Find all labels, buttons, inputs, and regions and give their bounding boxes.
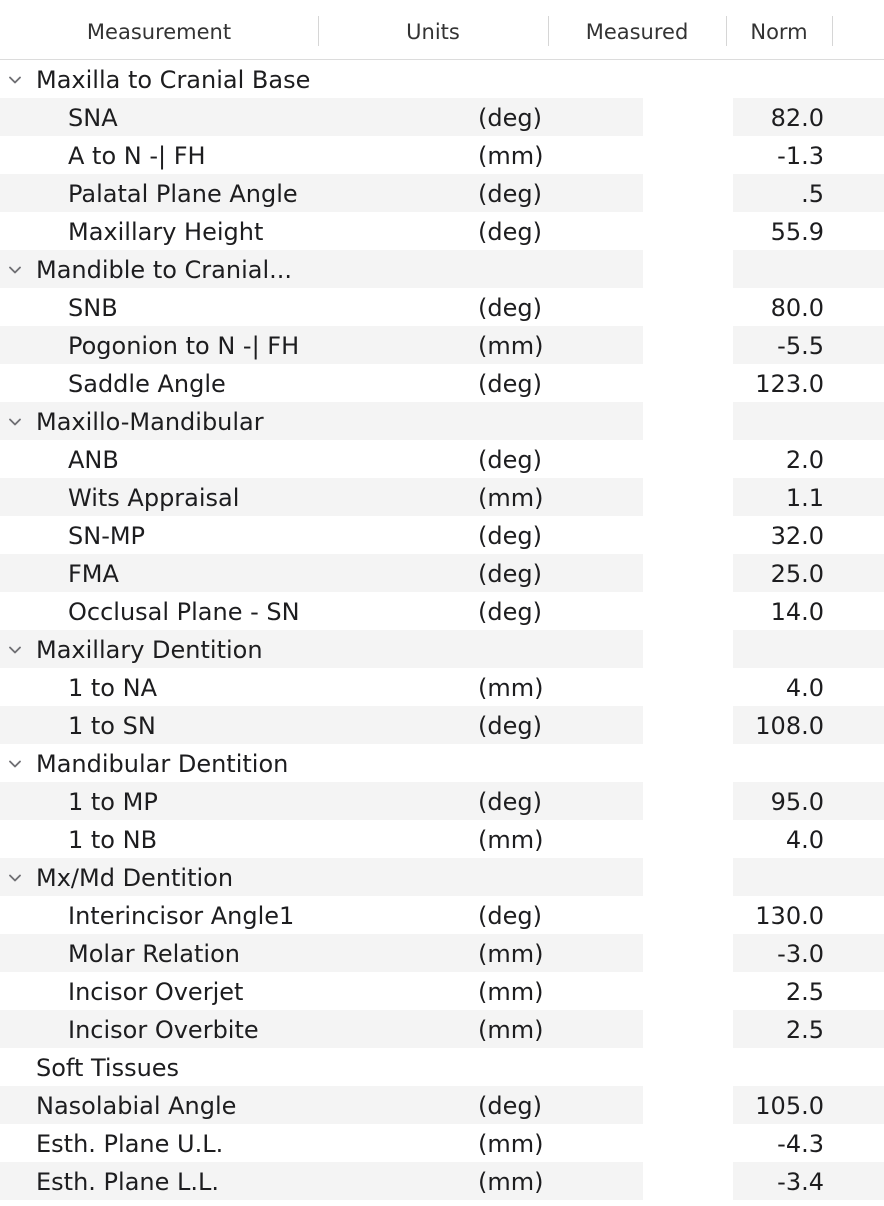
- chevron-down-icon[interactable]: [9, 75, 19, 85]
- table-row[interactable]: [0, 592, 884, 630]
- measurement-name: Wits Appraisal: [68, 484, 240, 512]
- measurement-units: (mm): [478, 1016, 544, 1044]
- measurement-name: Pogonion to N -| FH: [68, 332, 300, 360]
- table-body: [0, 60, 884, 1200]
- measurement-name: 1 to NB: [68, 826, 158, 854]
- norm-value: 2.0: [785, 446, 824, 474]
- measurement-name: Maxilla to Cranial Base: [36, 66, 311, 94]
- measurement-name: Maxillary Dentition: [36, 636, 263, 664]
- row-background: [733, 250, 884, 288]
- measurement-name: SN-MP: [68, 522, 146, 550]
- column-header-measurement[interactable]: Measurement: [86, 20, 232, 44]
- row-background: [733, 630, 884, 668]
- measurement-units: (deg): [478, 788, 542, 816]
- table-row[interactable]: [0, 1010, 884, 1048]
- measurement-units: (mm): [478, 674, 544, 702]
- measurement-units: (deg): [478, 294, 542, 322]
- group-row[interactable]: [0, 402, 884, 440]
- group-row[interactable]: [0, 60, 884, 98]
- norm-value: -3.4: [777, 1168, 824, 1196]
- measurement-units: (mm): [478, 332, 544, 360]
- norm-value: 25.0: [770, 560, 824, 588]
- table-row[interactable]: [0, 440, 884, 478]
- measurement-name: 1 to NA: [68, 674, 157, 702]
- chevron-down-icon[interactable]: [9, 265, 19, 275]
- norm-value: -1.3: [777, 142, 824, 170]
- column-header-units[interactable]: Units: [406, 20, 460, 44]
- measurement-name: 1 to MP: [68, 788, 158, 816]
- measurement-units: (mm): [478, 1168, 544, 1196]
- table-row[interactable]: [0, 98, 884, 136]
- measurement-name: Nasolabial Angle: [36, 1092, 237, 1120]
- table-row[interactable]: [0, 516, 884, 554]
- row-background: [733, 744, 884, 782]
- table-row[interactable]: [0, 288, 884, 326]
- table-header: [0, 0, 884, 60]
- measurement-name: Maxillo-Mandibular: [36, 408, 264, 436]
- table-row[interactable]: [0, 668, 884, 706]
- measurement-units: (deg): [478, 560, 542, 588]
- norm-value: 32.0: [770, 522, 824, 550]
- table-row[interactable]: [0, 1124, 884, 1162]
- measurement-name: Molar Relation: [68, 940, 240, 968]
- chevron-down-icon[interactable]: [9, 759, 19, 769]
- group-row[interactable]: [0, 744, 884, 782]
- norm-value: 80.0: [770, 294, 824, 322]
- norm-value: 130.0: [755, 902, 824, 930]
- norm-value: 14.0: [770, 598, 824, 626]
- measurement-units: (mm): [478, 484, 544, 512]
- table-row[interactable]: [0, 478, 884, 516]
- chevron-down-icon[interactable]: [9, 645, 19, 655]
- measurement-units: (deg): [478, 902, 542, 930]
- measurement-name: Occlusal Plane - SN: [68, 598, 300, 626]
- table-row[interactable]: [0, 1048, 884, 1086]
- measurement-name: ANB: [68, 446, 119, 474]
- table-row[interactable]: [0, 174, 884, 212]
- table-row[interactable]: [0, 1162, 884, 1200]
- norm-value: 82.0: [770, 104, 824, 132]
- table-row[interactable]: [0, 326, 884, 364]
- group-row[interactable]: [0, 630, 884, 668]
- norm-value: 123.0: [755, 370, 824, 398]
- table-row[interactable]: [0, 782, 884, 820]
- norm-value: 2.5: [785, 978, 824, 1006]
- measurement-units: (deg): [478, 598, 542, 626]
- measurement-name: Soft Tissues: [36, 1054, 180, 1082]
- table-row[interactable]: [0, 820, 884, 858]
- measurement-name: Esth. Plane L.L.: [36, 1168, 219, 1196]
- measurement-name: Saddle Angle: [68, 370, 226, 398]
- measurement-units: (mm): [478, 978, 544, 1006]
- column-header-measured[interactable]: Measured: [585, 20, 689, 44]
- norm-value: 1.1: [785, 484, 824, 512]
- measurement-name: FMA: [68, 560, 119, 588]
- measurement-name: Mandibular Dentition: [36, 750, 289, 778]
- norm-value: -4.3: [777, 1130, 824, 1158]
- norm-value: 95.0: [770, 788, 824, 816]
- measurement-name: Interincisor Angle1: [68, 902, 295, 930]
- norm-value: -3.0: [777, 940, 824, 968]
- row-background: [733, 1048, 884, 1086]
- measurement-units: (deg): [478, 370, 542, 398]
- measurement-units: (deg): [478, 104, 542, 132]
- table-row[interactable]: [0, 136, 884, 174]
- table-row[interactable]: [0, 934, 884, 972]
- measurement-name: SNA: [68, 104, 118, 132]
- measurement-name: A to N -| FH: [68, 142, 206, 170]
- column-resize-handle[interactable]: [832, 16, 833, 46]
- measurement-name: 1 to SN: [68, 712, 156, 740]
- norm-value: 55.9: [770, 218, 824, 246]
- measurement-units: (mm): [478, 940, 544, 968]
- measurement-name: SNB: [68, 294, 118, 322]
- table-row[interactable]: [0, 554, 884, 592]
- norm-value: .5: [801, 180, 824, 208]
- table-row[interactable]: [0, 972, 884, 1010]
- measurement-units: (deg): [478, 1092, 542, 1120]
- measurement-units: (deg): [478, 446, 542, 474]
- measurement-name: Esth. Plane U.L.: [36, 1130, 224, 1158]
- measurement-units: (mm): [478, 1130, 544, 1158]
- measurement-name: Incisor Overjet: [68, 978, 244, 1006]
- chevron-down-icon[interactable]: [9, 873, 19, 883]
- group-row[interactable]: [0, 250, 884, 288]
- norm-value: -5.5: [777, 332, 824, 360]
- chevron-down-icon[interactable]: [9, 417, 19, 427]
- measurement-name: Mandible to Cranial...: [36, 256, 293, 284]
- measurement-units: (deg): [478, 180, 542, 208]
- norm-value: 105.0: [755, 1092, 824, 1120]
- norm-value: 4.0: [785, 674, 824, 702]
- row-background: [733, 402, 884, 440]
- table-row[interactable]: [0, 706, 884, 744]
- table-row[interactable]: [0, 364, 884, 402]
- table-row[interactable]: [0, 1086, 884, 1124]
- norm-value: 108.0: [755, 712, 824, 740]
- column-header-norm[interactable]: Norm: [750, 20, 808, 44]
- group-row[interactable]: [0, 858, 884, 896]
- row-background: [733, 858, 884, 896]
- table-row[interactable]: [0, 896, 884, 934]
- measurement-name: Palatal Plane Angle: [68, 180, 298, 208]
- norm-value: 2.5: [785, 1016, 824, 1044]
- measurement-units: (mm): [478, 142, 544, 170]
- table-row[interactable]: [0, 212, 884, 250]
- measurement-name: Mx/Md Dentition: [36, 864, 234, 892]
- row-background: [733, 60, 884, 98]
- measurement-name: Incisor Overbite: [68, 1016, 259, 1044]
- norm-value: 4.0: [785, 826, 824, 854]
- measurement-units: (deg): [478, 522, 542, 550]
- measurement-units: (mm): [478, 826, 544, 854]
- measurement-name: Maxillary Height: [68, 218, 264, 246]
- measurement-units: (deg): [478, 218, 542, 246]
- measurement-units: (deg): [478, 712, 542, 740]
